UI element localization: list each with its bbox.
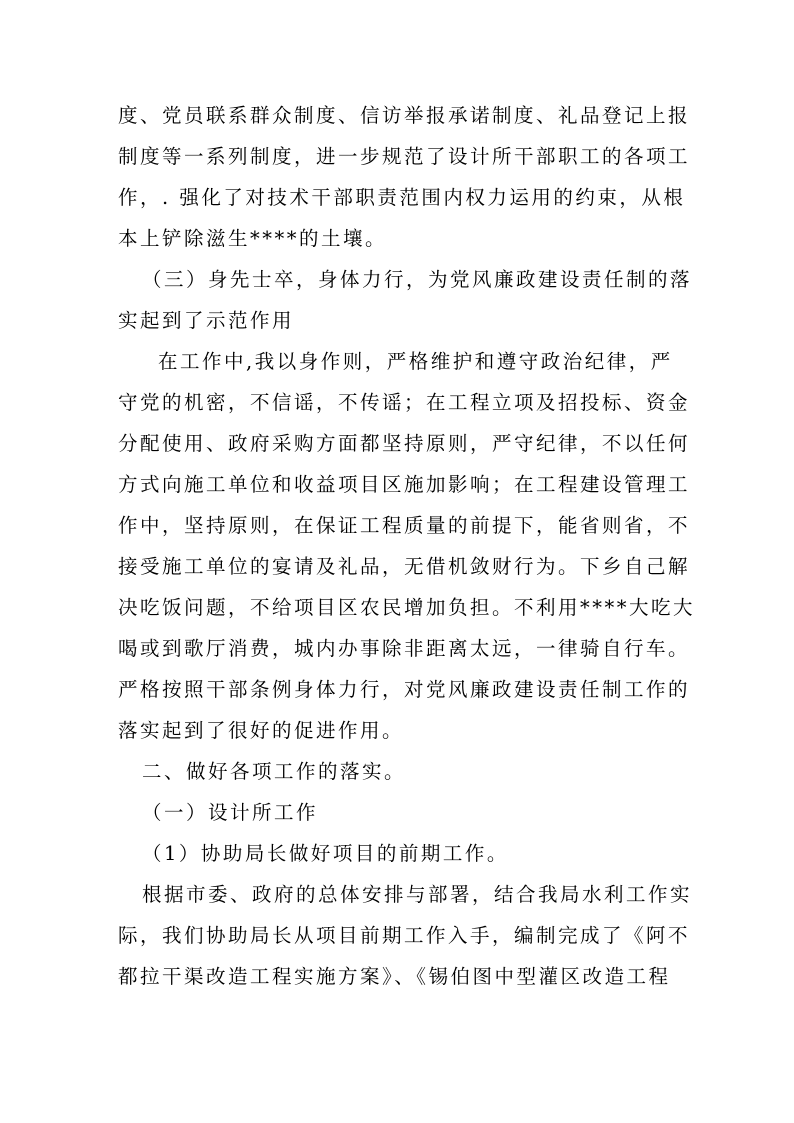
text-line-13: 决吃饭问题，不给项目区农民增加负担。不利用****大吃大 (118, 596, 696, 619)
text-line-6: 实起到了示范作用 (118, 309, 295, 332)
text-line-15: 严格按照干部条例身体力行，对党风廉政建设责任制工作的 (118, 678, 691, 701)
text-line-7: 在工作中,我以身作则，严格维护和遵守政治纪律，严 (158, 350, 673, 373)
text-line-3: 作，. 强化了对技术干部职责范围内权力运用的约束，从根 (118, 186, 686, 209)
text-line-2: 制度等一系列制度，进一步规范了设计所干部职工的各项工 (118, 145, 691, 168)
text-line-21: 际，我们协助局长从项目前期工作入手，编制完成了《阿不 (118, 924, 691, 947)
text-line-11: 作中，坚持原则，在保证工程质量的前提下，能省则省，不 (118, 514, 691, 537)
text-line-10: 方式向施工单位和收益项目区施加影响；在工程建设管理工 (118, 473, 691, 496)
text-line-20: 根据市委、政府的总体安排与部署，结合我局水利工作实 (142, 883, 693, 906)
text-line-14: 喝或到歌厅消费，城内办事除非距离太远，一律骑自行车。 (118, 637, 691, 660)
text-line-1: 度、党员联系群众制度、信访举报承诺制度、礼品登记上报 (118, 104, 691, 127)
section-heading-2: 二、做好各项工作的落实。 (142, 760, 407, 783)
document-body (118, 95, 696, 997)
section-heading-3: （三）身先士卒，身体力行，为党风廉政建设责任制的落 (142, 268, 693, 291)
text-line-22: 都拉干渠改造工程实施方案》、《锡伯图中型灌区改造工程 (118, 965, 671, 988)
subsection-heading-1: （一）设计所工作 (142, 801, 319, 824)
text-line-9: 分配使用、政府采购方面都坚持原则，严守纪律，不以任何 (118, 432, 691, 455)
text-line-12: 接受施工单位的宴请及礼品，无借机敛财行为。下乡自己解 (118, 555, 691, 578)
text-line-4: 本上铲除滋生****的土壤。 (118, 227, 388, 250)
text-line-8: 守党的机密，不信谣，不传谣；在工程立项及招投标、资金 (118, 391, 691, 414)
item-heading-1: （1）协助局长做好项目的前期工作。 (142, 842, 509, 865)
text-line-16: 落实起到了很好的促进作用。 (118, 719, 405, 742)
